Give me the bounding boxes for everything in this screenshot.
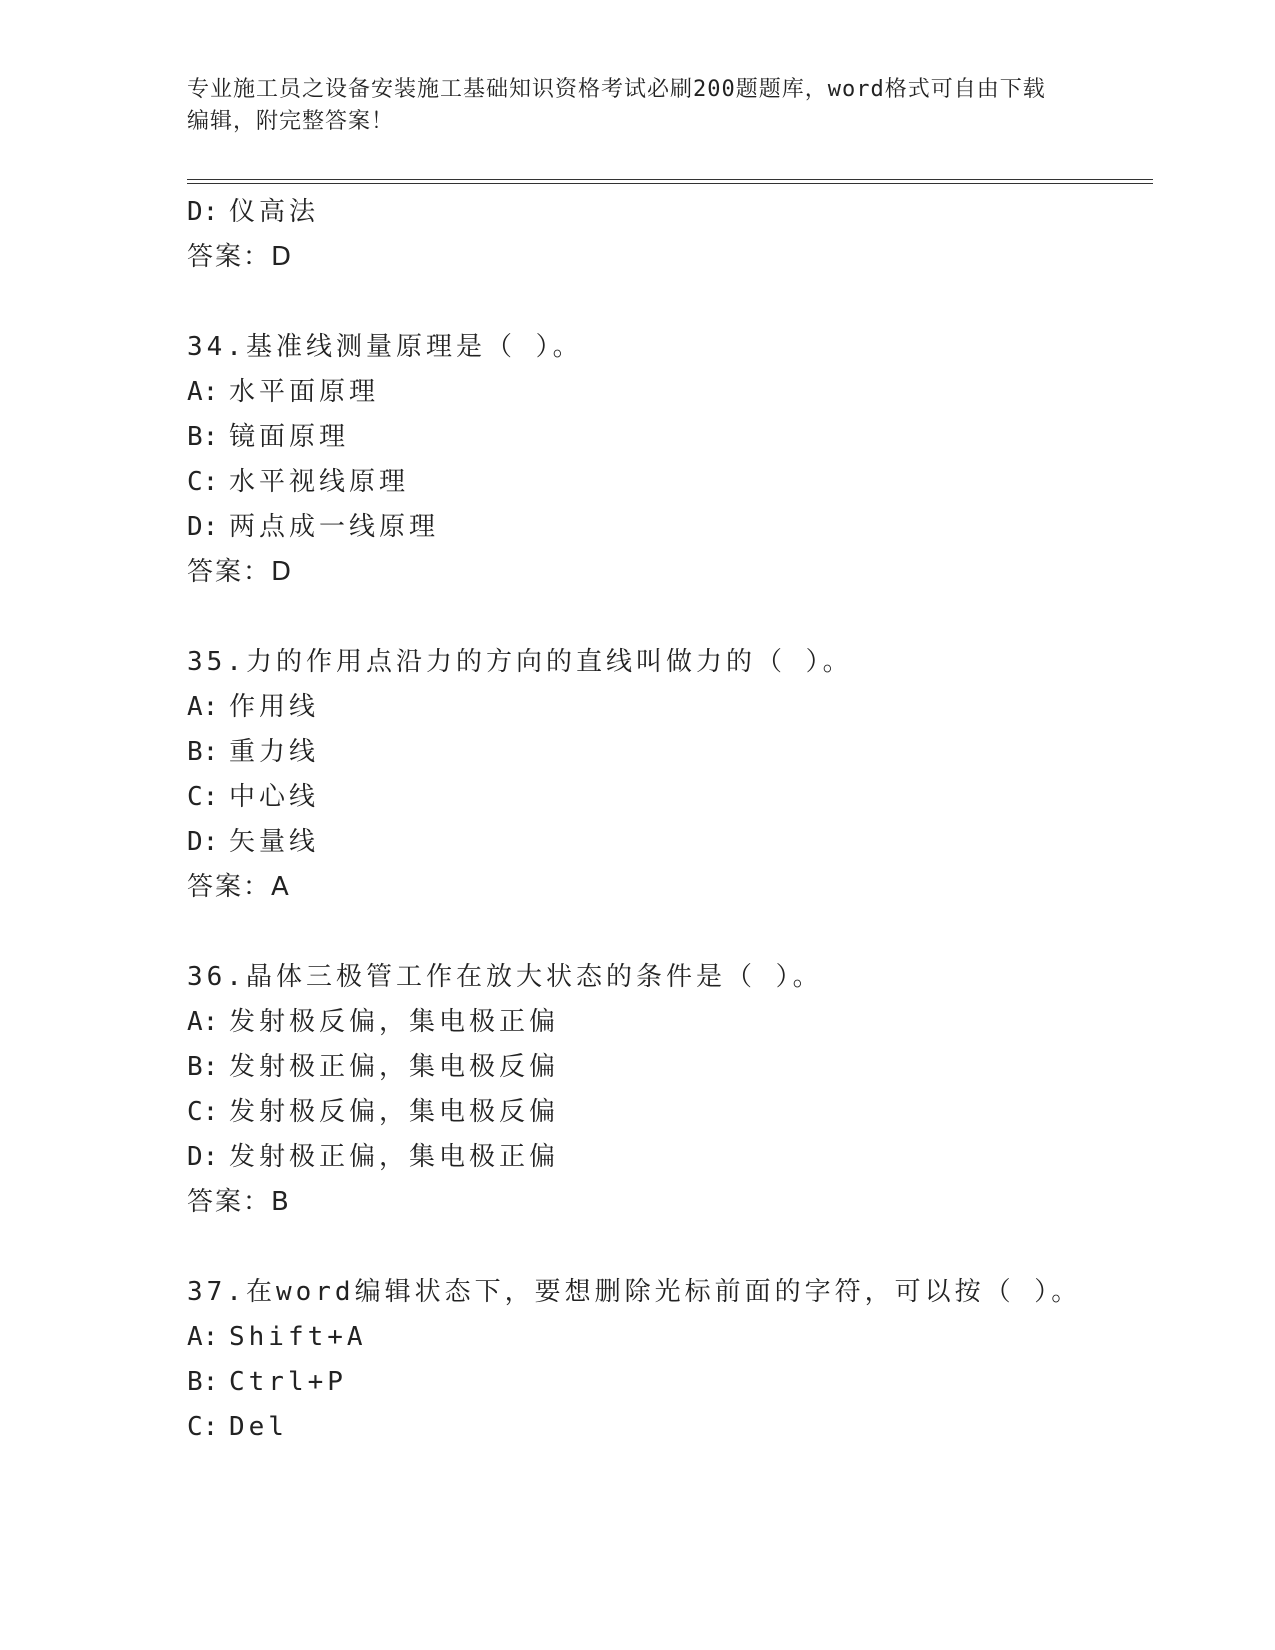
answer-line [187, 241, 295, 273]
option-letter: C: [187, 1097, 219, 1127]
option-line [187, 691, 319, 723]
answer-line [187, 871, 293, 903]
option-letter: B: [187, 1367, 219, 1397]
option-line [187, 826, 319, 858]
header-rule-bottom [187, 183, 1153, 184]
option-text: 水平面原理 [229, 377, 380, 407]
option-letter: D: [187, 512, 219, 542]
option-letter: D: [187, 197, 219, 227]
option-text: 发射极反偏，集电极正偏 [229, 1007, 560, 1037]
answer-label: 答案： [187, 557, 272, 587]
option-letter: C: [187, 467, 219, 497]
option-text: 水平视线原理 [229, 467, 410, 497]
question-text: 37.在word编辑状态下，要想删除光标前面的字符，可以按（ ）。 [187, 1277, 1082, 1307]
option-text: Del [229, 1412, 288, 1442]
option-letter: D: [187, 1142, 219, 1172]
option-letter: B: [187, 422, 219, 452]
option-line [187, 1366, 347, 1398]
option-text: Ctrl+P [229, 1367, 347, 1397]
option-letter: A: [187, 377, 219, 407]
header-rule-top [187, 179, 1153, 180]
answer-value: D [271, 242, 296, 272]
answer-value: B [271, 1187, 293, 1217]
option-line [187, 196, 319, 228]
option-line [187, 376, 379, 408]
question-text: 34.基准线测量原理是（ ）。 [187, 332, 583, 362]
option-text: 重力线 [229, 737, 320, 767]
option-line [187, 1051, 559, 1083]
answer-label: 答案： [187, 1187, 272, 1217]
option-text: 作用线 [229, 692, 320, 722]
option-text: 仪高法 [229, 197, 320, 227]
option-letter: D: [187, 827, 219, 857]
option-letter: B: [187, 737, 219, 767]
option-line [187, 1006, 559, 1038]
option-letter: A: [187, 692, 219, 722]
option-text: 两点成一线原理 [229, 512, 440, 542]
option-line [187, 1411, 288, 1443]
option-letter: A: [187, 1007, 219, 1037]
answer-value: D [271, 557, 296, 587]
option-letter: A: [187, 1322, 219, 1352]
question-text: 35.力的作用点沿力的方向的直线叫做力的（ ）。 [187, 647, 853, 677]
option-text: Shift+A [229, 1322, 367, 1352]
option-line [187, 421, 349, 453]
document-header: 专业施工员之设备安装施工基础知识资格考试必刷200题题库，word格式可自由下载编辑，附完整答案！ [187, 77, 1046, 134]
option-text: 发射极正偏，集电极正偏 [229, 1142, 560, 1172]
option-text: 矢量线 [229, 827, 320, 857]
option-line [187, 511, 439, 543]
answer-value: A [271, 872, 293, 902]
question-text: 36.晶体三极管工作在放大状态的条件是（ ）。 [187, 962, 823, 992]
option-text: 发射极反偏，集电极反偏 [229, 1097, 560, 1127]
answer-label: 答案： [187, 242, 272, 272]
answer-line [187, 1186, 293, 1218]
option-line [187, 736, 319, 768]
option-letter: C: [187, 1412, 219, 1442]
option-letter: B: [187, 1052, 219, 1082]
option-line [187, 1141, 559, 1173]
option-text: 镜面原理 [229, 422, 350, 452]
option-line [187, 781, 319, 813]
answer-label: 答案： [187, 872, 272, 902]
option-letter: C: [187, 782, 219, 812]
option-text: 中心线 [229, 782, 320, 812]
option-text: 发射极正偏，集电极反偏 [229, 1052, 560, 1082]
option-line [187, 1096, 559, 1128]
option-line [187, 1321, 367, 1353]
option-line [187, 466, 409, 498]
answer-line [187, 556, 295, 588]
